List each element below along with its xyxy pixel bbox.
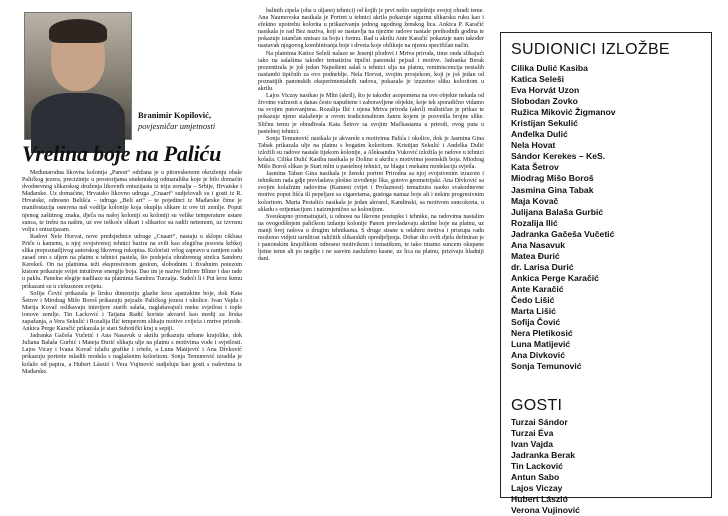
participant-name: Lajos Viczay xyxy=(511,483,563,494)
exhibitors-heading: SUDIONICI IZLOŽBE xyxy=(511,41,670,58)
author-role: povjesničar umjetnosti xyxy=(138,121,216,131)
participant-name: Sándor Kerekes – KeS. xyxy=(511,151,606,162)
participant-name: Antun Sabo xyxy=(511,472,560,483)
participant-name: Katica Seleši xyxy=(511,74,565,85)
participant-name: Marta Lišić xyxy=(511,306,556,317)
participant-name: Maja Kovač xyxy=(511,195,559,206)
paragraph: Sveukupno promatrajući, u odnosu na likovne postupke i tehnike, na radovima nastalim na ovogodišnjem palićkom izdanju kolonije Panon prevladavaju akrilne boje na platnu, uz manji broj radova u drugim tehnikama. S druge strane u odabiru motiva i pristupa radu možemo vidjeti tarnlitost raličitih slikarskih opredjeljenja. Dobar dio ovih djela definiran je i panonskim krajolikom odnosno motivikom i tematikom, te tako imamo suncem okupane ljetne teme ali po negdje i ne sasvim zasluženo kasne, uz lica na platnu, prizivaju hladniji dani. xyxy=(258,213,484,263)
participant-name: Turzai Sándor xyxy=(511,417,568,427)
participant-name: Jasmina Gina Tabak xyxy=(511,184,594,195)
article-title: Vrelina boje na Paliću xyxy=(22,141,222,166)
participant-name: Sofija Čović xyxy=(511,317,561,328)
guests-heading: GOSTI xyxy=(511,397,563,414)
participant-name: Miodrag Mišo Boroš xyxy=(511,173,594,184)
paragraph: Radovi Nele Horvat, nove predsjednice udruge „Cnaart“, nastaju u sklopu ciklusa Priče u kamenu, u njoj svojstvenoj tehnici bazira na svili kao elegična posveta krhkoj slika prepoznatljivog autorskog likovnog rukopisa. Koloristi vrlog zapravo u ranijem radu zasad ono s uljem na platnu u tehnici pastela, što podsjeća ohrabrenog strelca Sandoru Kerekeš. On na platnima teži ekspresivnom gestom, slobodnim i živahnim potezom kistom prikazuje svijet intuitivne energije boja. Dao im je nazive Infirno Blime i dao rade u paklu. Panelne elegije nadilaze na platnima Sandora Turzaija. Sudeći li i Put kroz šumu prikazani su u cirkusnom svijetu. xyxy=(22,233,242,290)
guests-list xyxy=(511,417,580,516)
paragraph: Sofija Čović prikazala je lirsku dimenziju glazbe kroz apstraktne boje, dok Kata Šetrov i Miodrag Mišo Boroš prikazuju pejzaže Palićkog jezera i okolice. Ivan Vajda i Marija Kovač oslikavaju interijere starih salaša, naglašavajući meku svjetlost i tople tonove zemlje. Tin Lacković i Tatjana Radić koriste akvarel kao medij za lirska zapažanja, a Vera Sekulić i Rozalija Ilić temperom slikaju motive cvijeća i mrtve prirode. Ankica Perge Karačić prikazala je stari Subotički kraj u sepiji. xyxy=(22,290,242,333)
author-caption xyxy=(138,110,215,132)
paragraph: baltnih cipela (oba u uljanoj tehnici) od kojih je prvi nešto uspješnije svojoj obradi teme. Ana Naumovska nasikala je Portret u tehnici akrila pokazuje sigurnu slikarsku ruku kao i efektno upotrebu kolorita u prikazivanju jednog ugodnog ženskog lica. Ankica P. Karačić nasikala je rad Bez naziva, koji se nastavlja na njezine radove nastale prethodnih godina te pokazuje istančan smisao za boju i formu. Rad u akrilu Ante Karačić pokazuje nam također nastavak njegovog kombiniranja boje i drveta koje oblikuje na njemu specifičan način. xyxy=(258,8,484,50)
paragraph: Jasmina Taban Gina nasikala je ženski portret Prirodna sa njoj svojstvenim izrazom i tehnikom rada gdje prevladava plošno izvođenje lika, gotovo geometrijski. Ana Dívković sa svojim kolažnim radovima (Kameni cvijet i Prolaznost) tematizira naoko svakodnevne motive poput lišća ili pepeljare sa cigaretama, gustoga namaz boje ali i nekim progresivnim koloritom. Marta Pestalićs nasikala je jedan akvarel, Kandinski, sa motivom suncokreta, u skladu s orijentacijom i naizmjenično sa kolonijom. xyxy=(258,171,484,213)
paragraph: Međunarodna likovna kolonija „Panon“ održana je u pitoreskenom okruženju obale Palićkog jezera, precizinije u prostorijama studentskog odmarališta koje je bilo domaćin dvodnevnog slikarskog druženja likovnih entuzijasta iz triju zemalja – Srbije, Hrvatske i Mađarske. Uz domaćine, Hrvatsko likovno udruga „Cnaart“ sudjelovali su i gosti iz R. Hrvatske, odnosno Belišća – udruga „Beli art“ – te pojedinci iz Mađarske čime je manifestacija osnovna naš vodilja kolonije koja okuplja slikare iz ove tri zemlje. Poput njenog zaštitnog znaka, dječa na našoj koloniji su koloniji su velike temperature ustare sunca, te trebu na našim, uz sve teškoće slikari i slikarice su radili netemom, uz izvrsnu volju i entuzijazam. xyxy=(22,170,242,233)
participant-name: Ankica Perge Karačić xyxy=(511,272,599,283)
exhibitors-list xyxy=(511,63,616,372)
paragraph: Lajos Viczay nasikao je Mlin (akril), što je također asopomena na ove objekte nekada od životne važnosti a danas često napuštene i zaboravljene objekte, koje tek sporadično vidamo na svojim putovanjima. Rozalija Ilić i njena Mrtva priroda (akril) realističan je prikaz te pokazuje njeno stalaženje u ovom tradicionalnom žanru kojem je posvetila brojne slike. Sličnu temu je obrađivala Kata Šetrov sa svojim Mačkastama u prirodi, ovog puta u pastelnoj tehnici. xyxy=(258,93,484,135)
paragraph: Jadranka Gačeša Vučetić i Ana Nasavuk u akrilu prikazuju urbane krajolike, dok Juliana Balaša Gurbić i Mateja Đurić slikaju ulje na platnu s motivima vode i svjetlosti. Lajos Vicay i Ivana Kovač izlažu grafike i crteže, a Luna Matijević i Ana Dívković prikazuju portrete mladih modela s naglašenim koloritom. Sonja Temunović izradila je kolaže od papira, a Hubert Lászió i Vera Vujinović sudjeluju kao gosti s radovima iz Mađarske. xyxy=(22,333,242,375)
participant-name: Nela Hovat xyxy=(511,140,556,151)
participant-name: Jadranka Gačeša Vučetić xyxy=(511,228,615,239)
participant-name: Luna Matijević xyxy=(511,339,571,350)
author-photo xyxy=(24,12,132,140)
participant-name: Tin Lacković xyxy=(511,461,563,472)
photo-hair xyxy=(49,19,107,43)
participant-name: Eva Horvát Uzon xyxy=(511,85,580,96)
participant-name: Sonja Temunović xyxy=(511,361,582,372)
participant-name: Jadranka Berak xyxy=(511,450,576,461)
participants-box xyxy=(500,32,712,516)
participant-name: Ružica Miković Žigmanov xyxy=(511,107,616,118)
participant-name: Matea Đurić xyxy=(511,250,560,261)
participant-name: Ana Nasavuk xyxy=(511,239,565,250)
participant-name: Rozalija Ilić xyxy=(511,217,558,228)
article-column-middle xyxy=(258,8,486,508)
participant-name: dr. Larisa Durić xyxy=(511,261,574,272)
paragraph: Na platnima Katice Seleši nalaze se Jesenji plodovi i Mrtva priroda, time onda slikajući iako na salašima također tematizira tipični panonski pejzaž i motive. Jadranka Berak prezentirala je još jedan Napušteni salaš u tehnici ulja na platnu, reminiscencija nestalih nastambi tipičnih za ovo podneblje. Nela Horvat, svojim prosjekom, koji je još jedan od poznatijih panonskih eksperimentalnih radova, pokazala je izuzetno sliku koloritom u akrilu. xyxy=(258,50,484,93)
participant-name: Hubert Lászió xyxy=(511,494,568,505)
participant-name: Verona Vujinović xyxy=(511,505,580,516)
participant-name: Ivan Vajda xyxy=(511,439,554,450)
participant-name: Cilika Dulić Kasiba xyxy=(511,63,588,73)
article-column-left xyxy=(20,8,244,508)
participant-name: Ante Karačić xyxy=(511,283,564,294)
article-body-col1 xyxy=(22,170,242,508)
participant-name: Čedo Lišić xyxy=(511,294,555,305)
paragraph: Sonja Temunović nasikala je akvarele s motivima Palića i okolice, dok je Jasmina Gina Tabak prikazala ulje na platnu s bogatim koloritom. Kristijan Sekulić i Andelka Dulić izložili su radove nastale tijekom kolonije, a Aleksandra Vuković izložila je radove u tehnici kolaža. Cilika Dulić Kasiba nasikala je Dolinu u akrilu s motivima jesenskih boja. Miodrag Mišo Boroš slikao je Stari mlin u pastelnoj tehnici, uz blagu i mekanu modelaciju svjetla. xyxy=(258,135,484,171)
participant-name: Ana Divković xyxy=(511,350,565,361)
participant-name: Slobodan Zovko xyxy=(511,96,578,107)
participant-name: Turzai Éva xyxy=(511,428,554,439)
author-name: Branimir Kopilović, xyxy=(138,110,212,120)
article-body-col2 xyxy=(258,8,484,508)
participant-name: Kata Šetrov xyxy=(511,162,559,173)
participant-name: Anđelka Dulić xyxy=(511,129,568,140)
participant-name: Julijana Balaša Gurbić xyxy=(511,206,604,217)
participant-name: Kristijan Sekulić xyxy=(511,118,578,129)
participant-name: Nera Pletikosić xyxy=(511,328,573,339)
